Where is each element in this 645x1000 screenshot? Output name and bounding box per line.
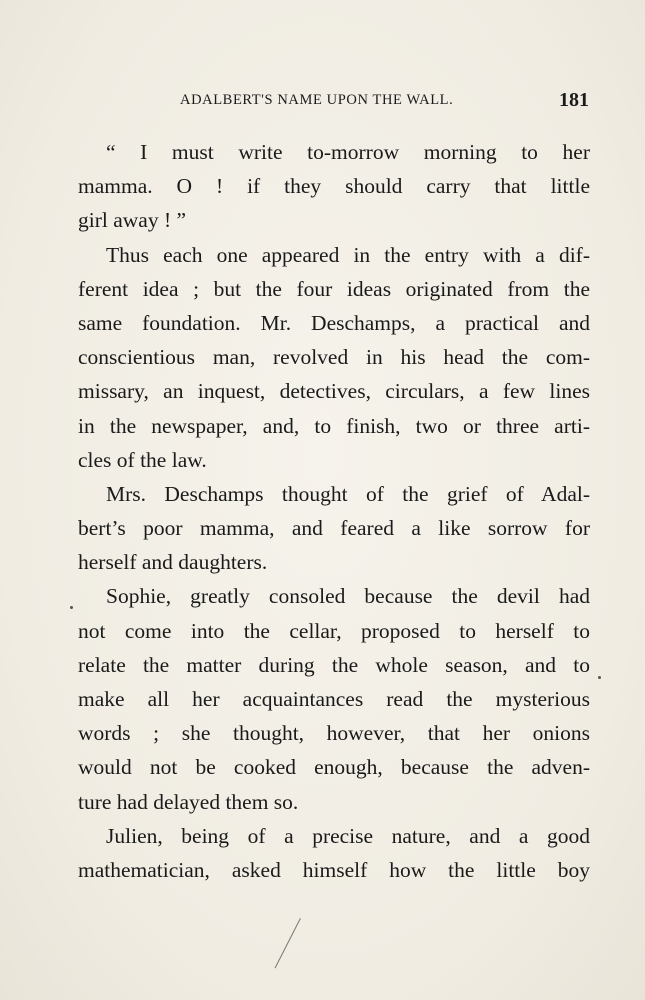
running-title: ADALBERT'S NAME UPON THE WALL.: [180, 92, 454, 108]
text-line: missary, an inquest, detectives, circulars, a few lines: [78, 379, 590, 404]
text-line: same foundation. Mr. Deschamps, a practical and: [78, 310, 590, 335]
text-line: cles of the law.: [78, 447, 207, 472]
text-line: not come into the cellar, proposed to herself to: [78, 618, 590, 643]
text-line: in the newspaper, and, to finish, two or three arti-: [78, 413, 590, 438]
running-head: [180, 89, 600, 116]
pencil-stroke: [275, 918, 301, 968]
stray-mark: [70, 606, 73, 609]
text-line: Julien, being of a precise nature, and a good: [106, 823, 590, 848]
stray-mark: [598, 676, 601, 679]
text-line: Thus each one appeared in the entry with a dif-: [106, 242, 590, 267]
text-line: relate the matter during the whole season, and to: [78, 652, 590, 677]
text-line: mathematician, asked himself how the little boy: [78, 857, 590, 882]
text-line: Sophie, greatly consoled because the devil had: [106, 584, 590, 609]
text-line: herself and daughters.: [78, 550, 268, 575]
text-line: make all her acquaintances read the mysterious: [78, 687, 590, 711]
text-line: ture had delayed them so.: [78, 789, 299, 814]
text-line: would not be cooked enough, because the adven-: [78, 755, 590, 780]
text-line: bert’s poor mamma, and feared a like sorrow for: [78, 516, 590, 541]
text-line: words ; she thought, however, that her onions: [78, 721, 590, 746]
text-line: mamma. O ! if they should carry that little: [78, 174, 590, 199]
text-line: ferent idea ; but the four ideas originated from the: [78, 276, 590, 301]
text-line: girl away ! ”: [78, 208, 187, 233]
text-line: Mrs. Deschamps thought of the grief of Adal-: [106, 481, 590, 506]
body-text: [78, 135, 590, 887]
page-number: 181: [559, 89, 589, 111]
text-line: “ I must write to-morrow morning to her: [106, 140, 590, 164]
text-line: conscientious man, revolved in his head the com-: [78, 345, 590, 370]
